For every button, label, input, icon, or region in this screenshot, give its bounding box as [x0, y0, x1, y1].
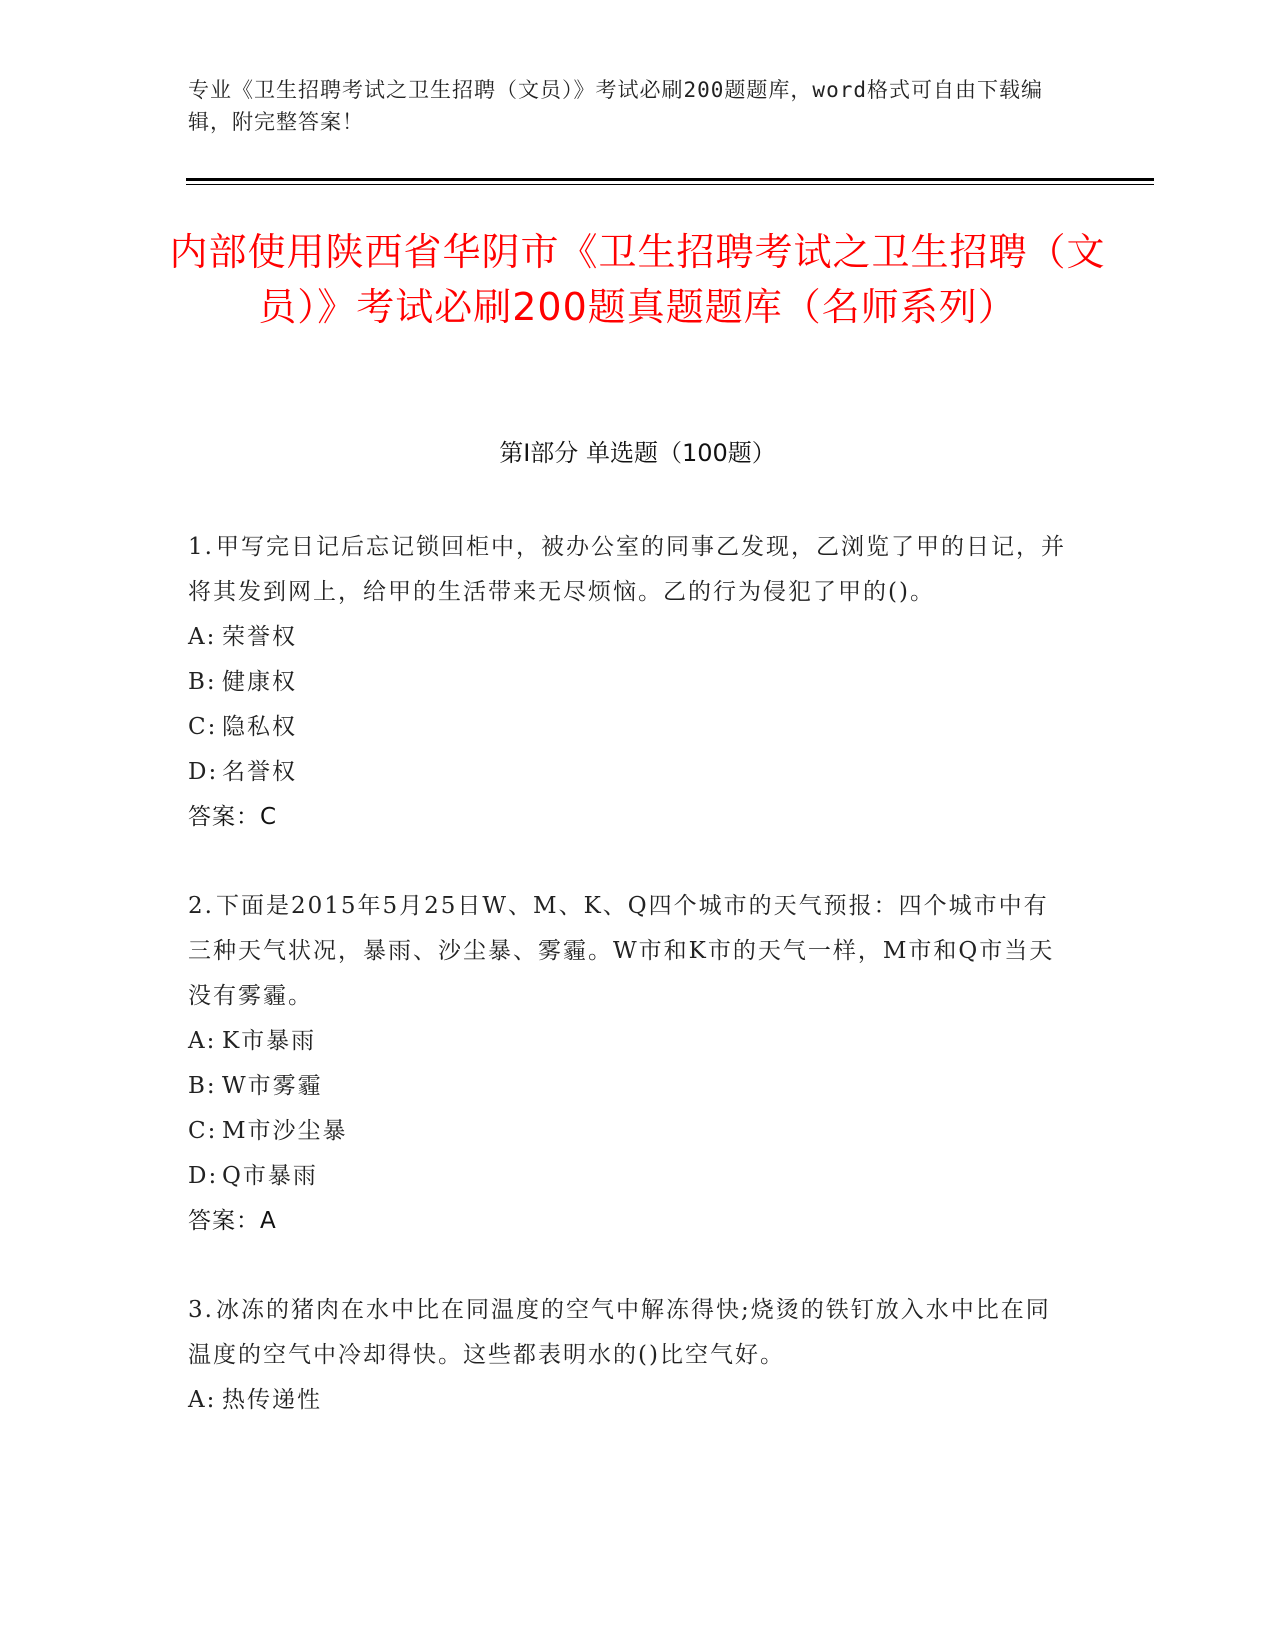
option-key: B: [188, 669, 217, 695]
option-c [188, 705, 1068, 750]
option-a [188, 1378, 1068, 1423]
header-divider-thin [186, 184, 1154, 185]
question-text [188, 525, 1068, 615]
option-key: A: [188, 1028, 217, 1054]
option-text: 荣誉权 [222, 624, 297, 650]
question-3 [188, 1288, 1068, 1423]
option-text: M市沙尘暴 [222, 1118, 348, 1144]
question-stem: 甲写完日记后忘记锁回柜中，被办公室的同事乙发现，乙浏览了甲的日记，并将其发到网上，给甲的生活带来无尽烦恼。乙的行为侵犯了甲的()。 [188, 534, 1066, 605]
section-title: 第I部分 单选题（100题） [499, 439, 776, 467]
header-divider-thick [186, 178, 1154, 181]
header-note: 专业《卫生招聘考试之卫生招聘（文员）》考试必刷200题题库，word格式可自由下载编辑，附完整答案！ [188, 78, 1043, 134]
answer: 答案：C [188, 804, 278, 830]
question-list [188, 525, 1068, 1467]
option-key: C: [188, 1118, 218, 1144]
option-text: 名誉权 [222, 759, 297, 785]
option-a [188, 615, 1068, 660]
option-key: D: [188, 1163, 219, 1189]
option-key: A: [188, 1387, 217, 1413]
option-text: Q市暴雨 [222, 1163, 318, 1189]
option-text: 健康权 [222, 669, 297, 695]
option-text: K市暴雨 [222, 1028, 317, 1054]
option-d [188, 750, 1068, 795]
option-c [188, 1109, 1068, 1154]
option-a [188, 1019, 1068, 1064]
option-key: A: [188, 624, 217, 650]
question-text [188, 884, 1068, 1019]
question-stem: 冰冻的猪肉在水中比在同温度的空气中解冻得快;烧烫的铁钉放入水中比在同温度的空气中冷却得快。这些都表明水的()比空气好。 [188, 1297, 1051, 1368]
option-key: B: [188, 1073, 217, 1099]
option-text: 热传递性 [222, 1387, 322, 1413]
document-title: 内部使用陕西省华阴市《卫生招聘考试之卫生招聘（文员）》考试必刷200题真题题库（名师系列） [169, 230, 1106, 329]
option-key: D: [188, 759, 219, 785]
question-stem: 下面是2015年5月25日W、M、K、Q四个城市的天气预报：四个城市中有三种天气状况，暴雨、沙尘暴、雾霾。W市和K市的天气一样，M市和Q市当天没有雾霾。 [188, 893, 1055, 1009]
question-2 [188, 884, 1068, 1244]
option-text: 隐私权 [222, 714, 297, 740]
answer: 答案：A [188, 1208, 277, 1234]
question-text [188, 1288, 1068, 1378]
question-number: 1. [188, 534, 214, 560]
question-number: 2. [188, 893, 214, 919]
question-1 [188, 525, 1068, 840]
question-number: 3. [188, 1297, 214, 1323]
option-text: W市雾霾 [222, 1073, 323, 1099]
option-key: C: [188, 714, 218, 740]
option-b [188, 660, 1068, 705]
option-b [188, 1064, 1068, 1109]
option-d [188, 1154, 1068, 1199]
